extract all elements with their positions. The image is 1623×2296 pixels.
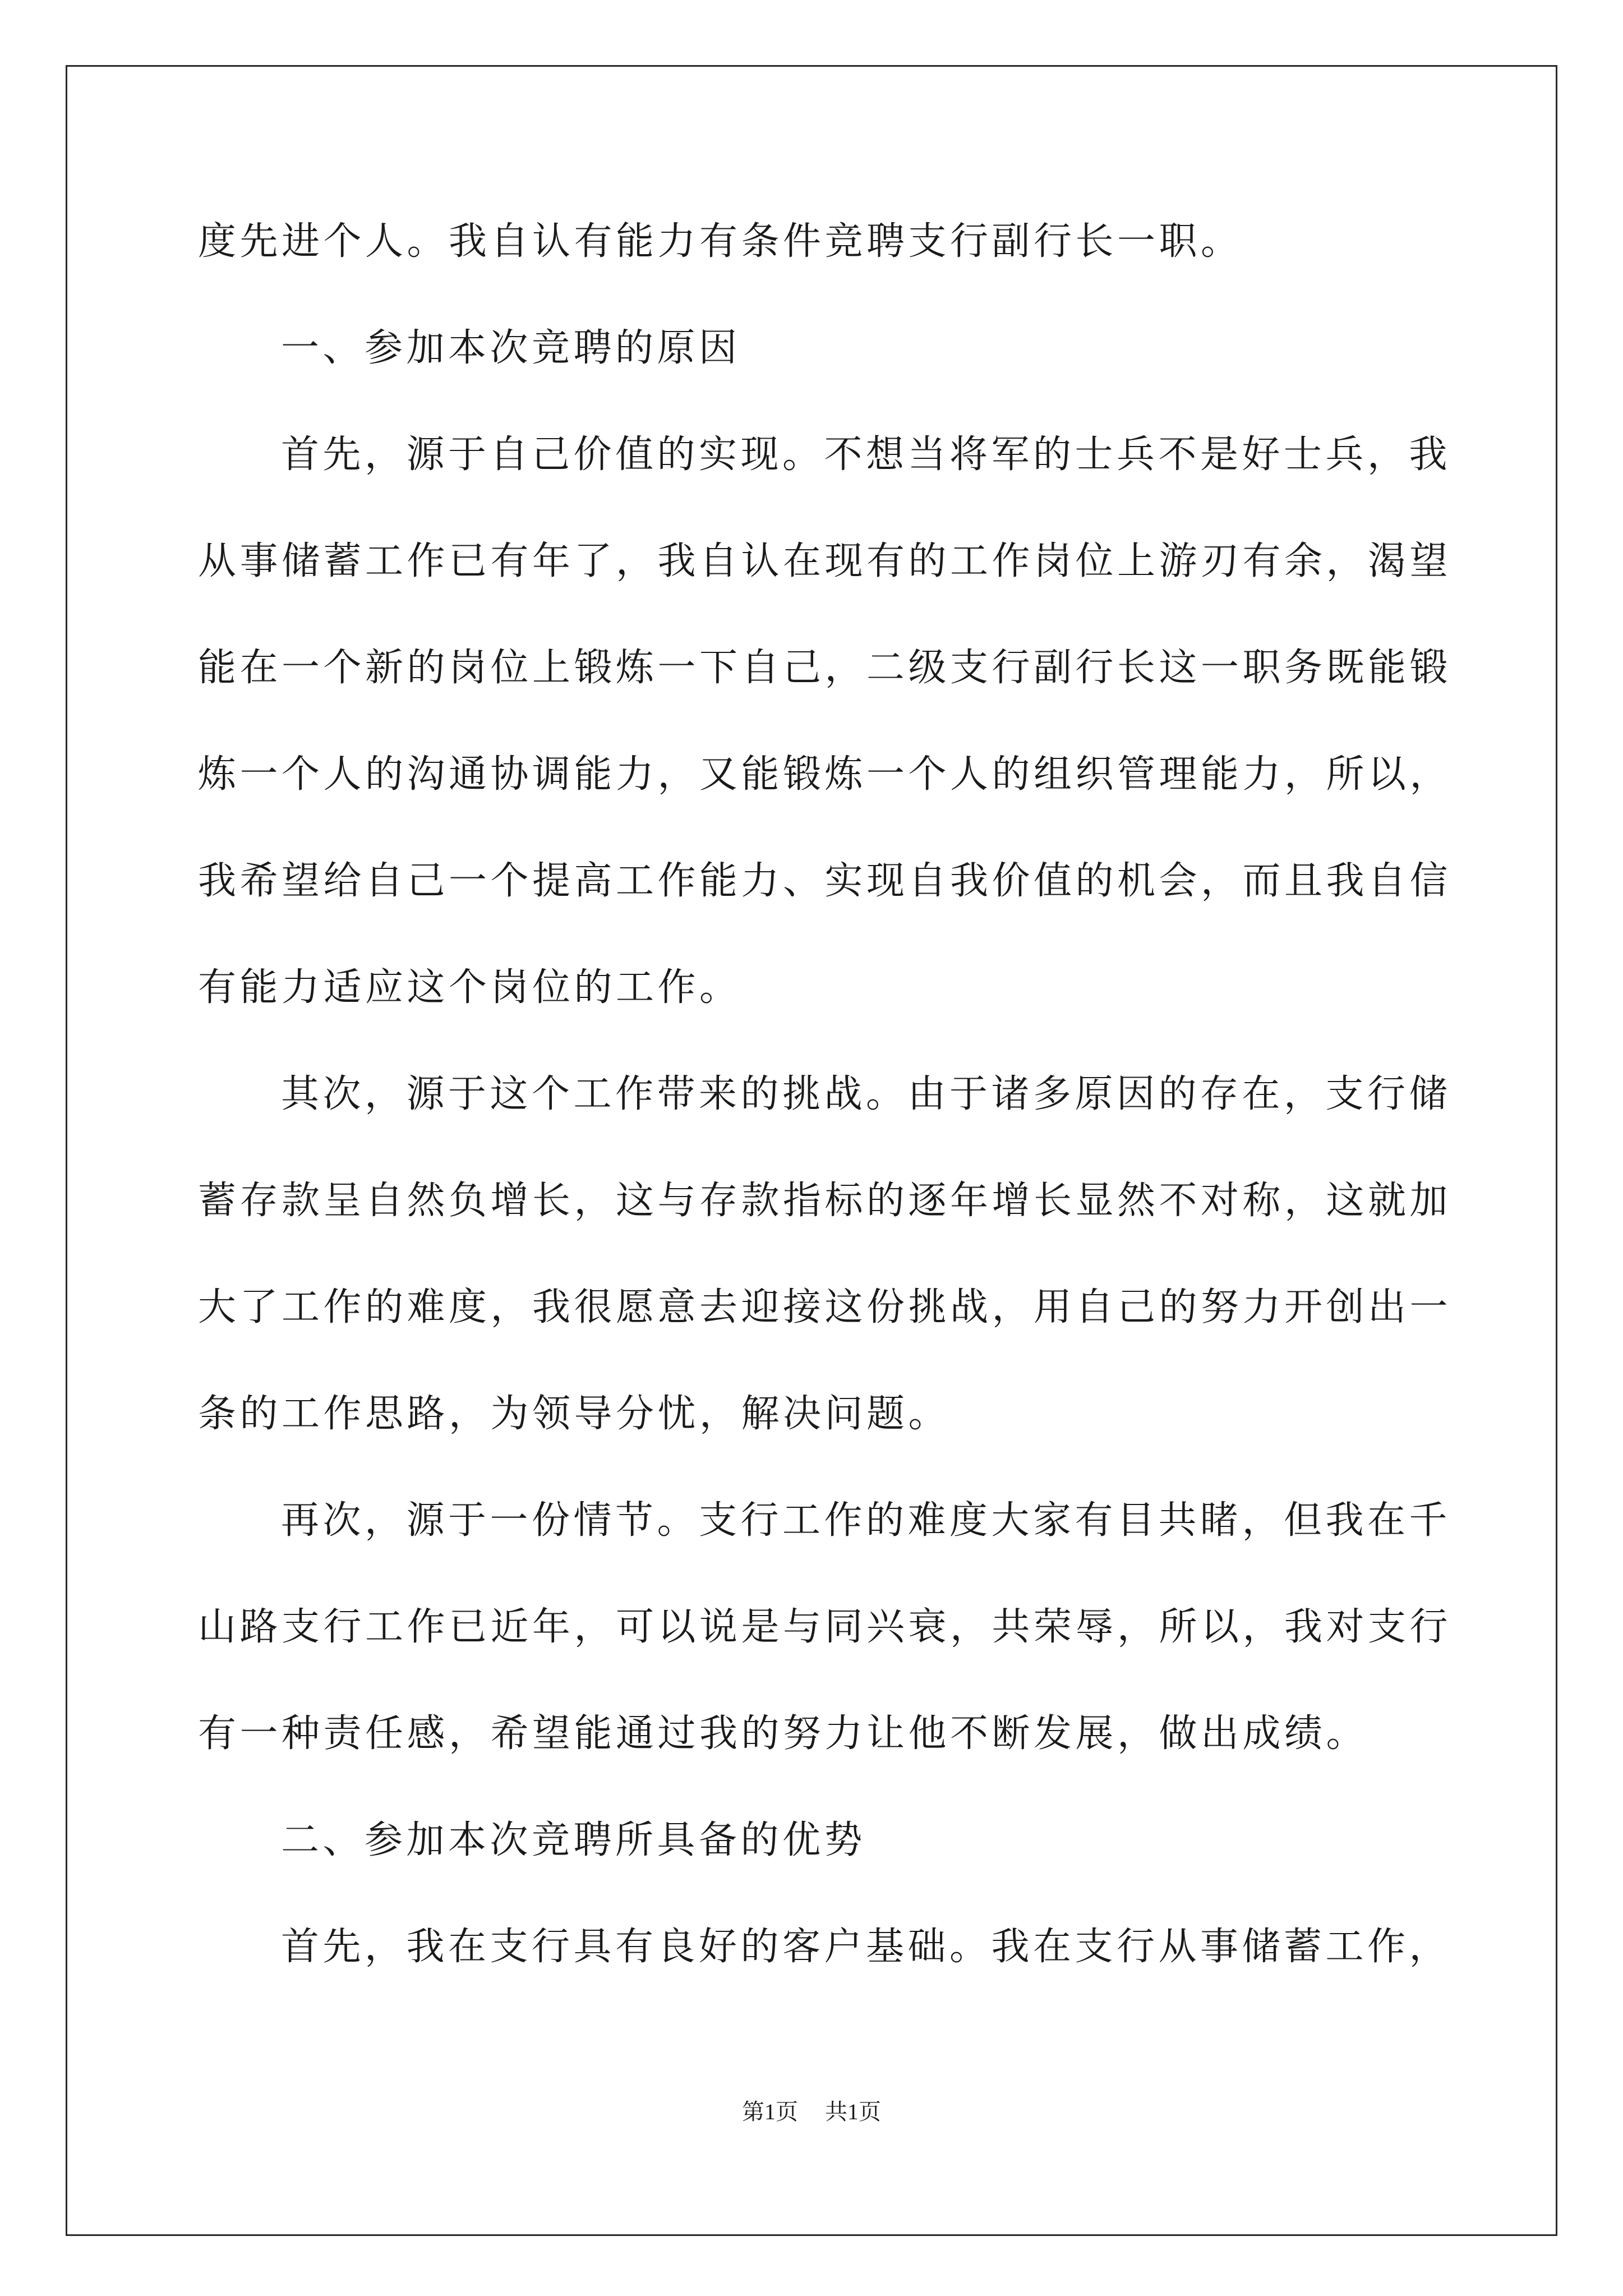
text-line: 首先，源于自己价值的实现。不想当将军的士兵不是好士兵，我 (281, 432, 1451, 477)
text-line: 我希望给自己一个提高工作能力、实现自我价值的机会，而且我自信 (198, 859, 1452, 903)
text-line: 首先，我在支行具有良好的客户基础。我在支行从事储蓄工作， (281, 1925, 1451, 1969)
page-total: 共1页 (825, 2099, 881, 2124)
text-line: 大了工作的难度，我很愿意去迎接这份挑战，用自己的努力开创出一 (198, 1285, 1452, 1329)
section-heading: 二、参加本次竞聘所具备的优势 (281, 1818, 866, 1862)
text-line: 度先进个人。我自认有能力有条件竞聘支行副行长一职。 (198, 219, 1243, 264)
text-line: 从事储蓄工作已有年了，我自认在现有的工作岗位上游刃有余，渴望 (198, 539, 1452, 583)
text-line: 有一种责任感，希望能通过我的努力让他不断发展，做出成绩。 (198, 1711, 1368, 1756)
text-line: 山路支行工作已近年，可以说是与同兴衰，共荣辱，所以，我对支行 (198, 1605, 1452, 1649)
text-line: 有能力适应这个岗位的工作。 (198, 965, 741, 1010)
document-body (198, 211, 1452, 2023)
text-line: 再次，源于一份情节。支行工作的难度大家有目共睹，但我在千 (281, 1498, 1451, 1543)
text-line: 其次，源于这个工作带来的挑战。由于诸多原因的存在，支行储 (281, 1072, 1451, 1116)
text-line: 炼一个人的沟通协调能力，又能锻炼一个人的组织管理能力，所以， (198, 752, 1452, 797)
section-heading: 一、参加本次竞聘的原因 (281, 326, 741, 370)
text-line: 蓄存款呈自然负增长，这与存款指标的逐年增长显然不对称，这就加 (198, 1179, 1452, 1223)
text-line: 能在一个新的岗位上锻炼一下自己，二级支行副行长这一职务既能锻 (198, 646, 1452, 690)
page-number: 第1页 (742, 2099, 798, 2124)
text-line: 条的工作思路，为领导分忧，解决问题。 (198, 1392, 951, 1436)
page-footer (0, 2095, 1623, 2129)
